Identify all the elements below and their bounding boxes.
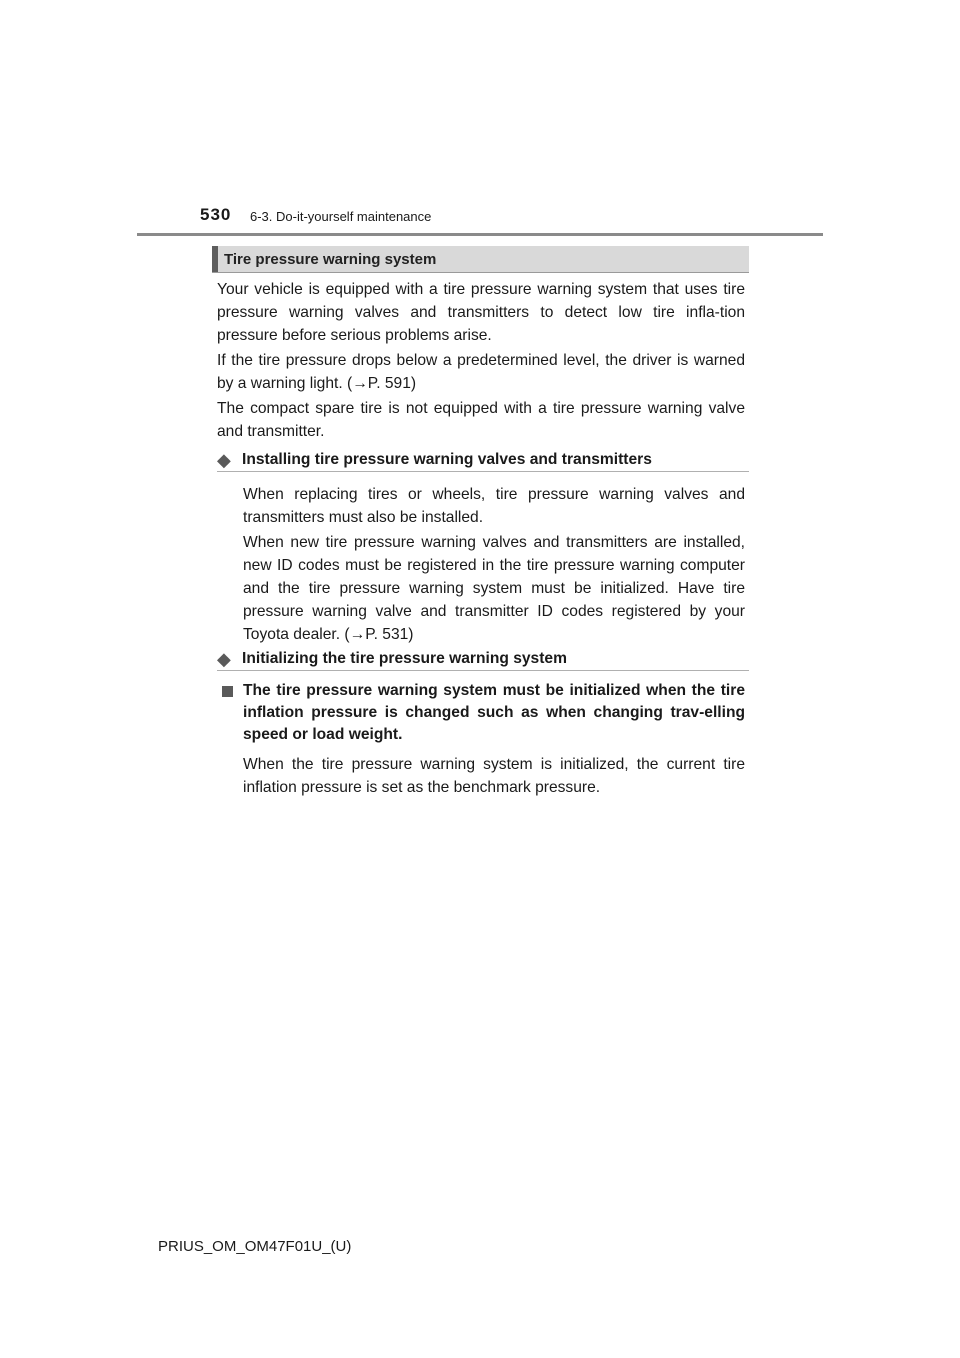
installing-heading: Installing tire pressure warning valves and transmitters bbox=[242, 451, 652, 468]
initializing-heading: Initializing the tire pressure warning system bbox=[242, 650, 567, 667]
topic-bar bbox=[212, 246, 218, 272]
intro-paragraph-2: If the tire pressure drops below a predetermined level, the driver is warned by a warning light. (→P. 591) bbox=[217, 352, 745, 392]
initializing-bold-item: The tire pressure warning system must be initialized when the tire inflation pressure is changed such as when changing trav-elling speed or load weight. bbox=[243, 682, 745, 743]
installing-paragraph-1: When replacing tires or wheels, tire pressure warning valves and transmitters must also be installed. bbox=[243, 486, 745, 526]
section-title: 6-3. Do-it-yourself maintenance bbox=[250, 209, 432, 224]
page-number: 530 bbox=[200, 205, 232, 224]
footer-doc-code: PRIUS_OM_OM47F01U_(U) bbox=[158, 1238, 352, 1255]
initializing-subheading bbox=[217, 648, 749, 671]
topic-title: Tire pressure warning system bbox=[224, 251, 437, 268]
installing-paragraph-2: When new tire pressure warning valves and transmitters are installed, new ID codes must be registered in the tire pressure warning computer and the tire pressure warning system must be initialized. Have tire pressure warning valve and transmitter ID codes registered by your Toyota dealer. (→P. 531) bbox=[243, 534, 745, 643]
intro-paragraph-1: Your vehicle is equipped with a tire pressure warning system that uses tire pressure warning valves and transmitters to detect low tire infla-tion pressure before serious problems arise. bbox=[217, 281, 745, 344]
diamond-bullet-icon: ◆ bbox=[217, 450, 231, 470]
topic-box bbox=[212, 246, 749, 273]
installing-subheading bbox=[217, 449, 749, 472]
square-bullet-icon bbox=[222, 686, 233, 697]
diamond-bullet-icon: ◆ bbox=[217, 649, 231, 669]
intro-paragraph-3: The compact spare tire is not equipped with a tire pressure warning valve and transmitter. bbox=[217, 400, 745, 440]
header-rule bbox=[137, 233, 823, 236]
initializing-paragraph-1: When the tire pressure warning system is initialized, the current tire inflation pressure is set as the benchmark pressure. bbox=[243, 756, 745, 796]
